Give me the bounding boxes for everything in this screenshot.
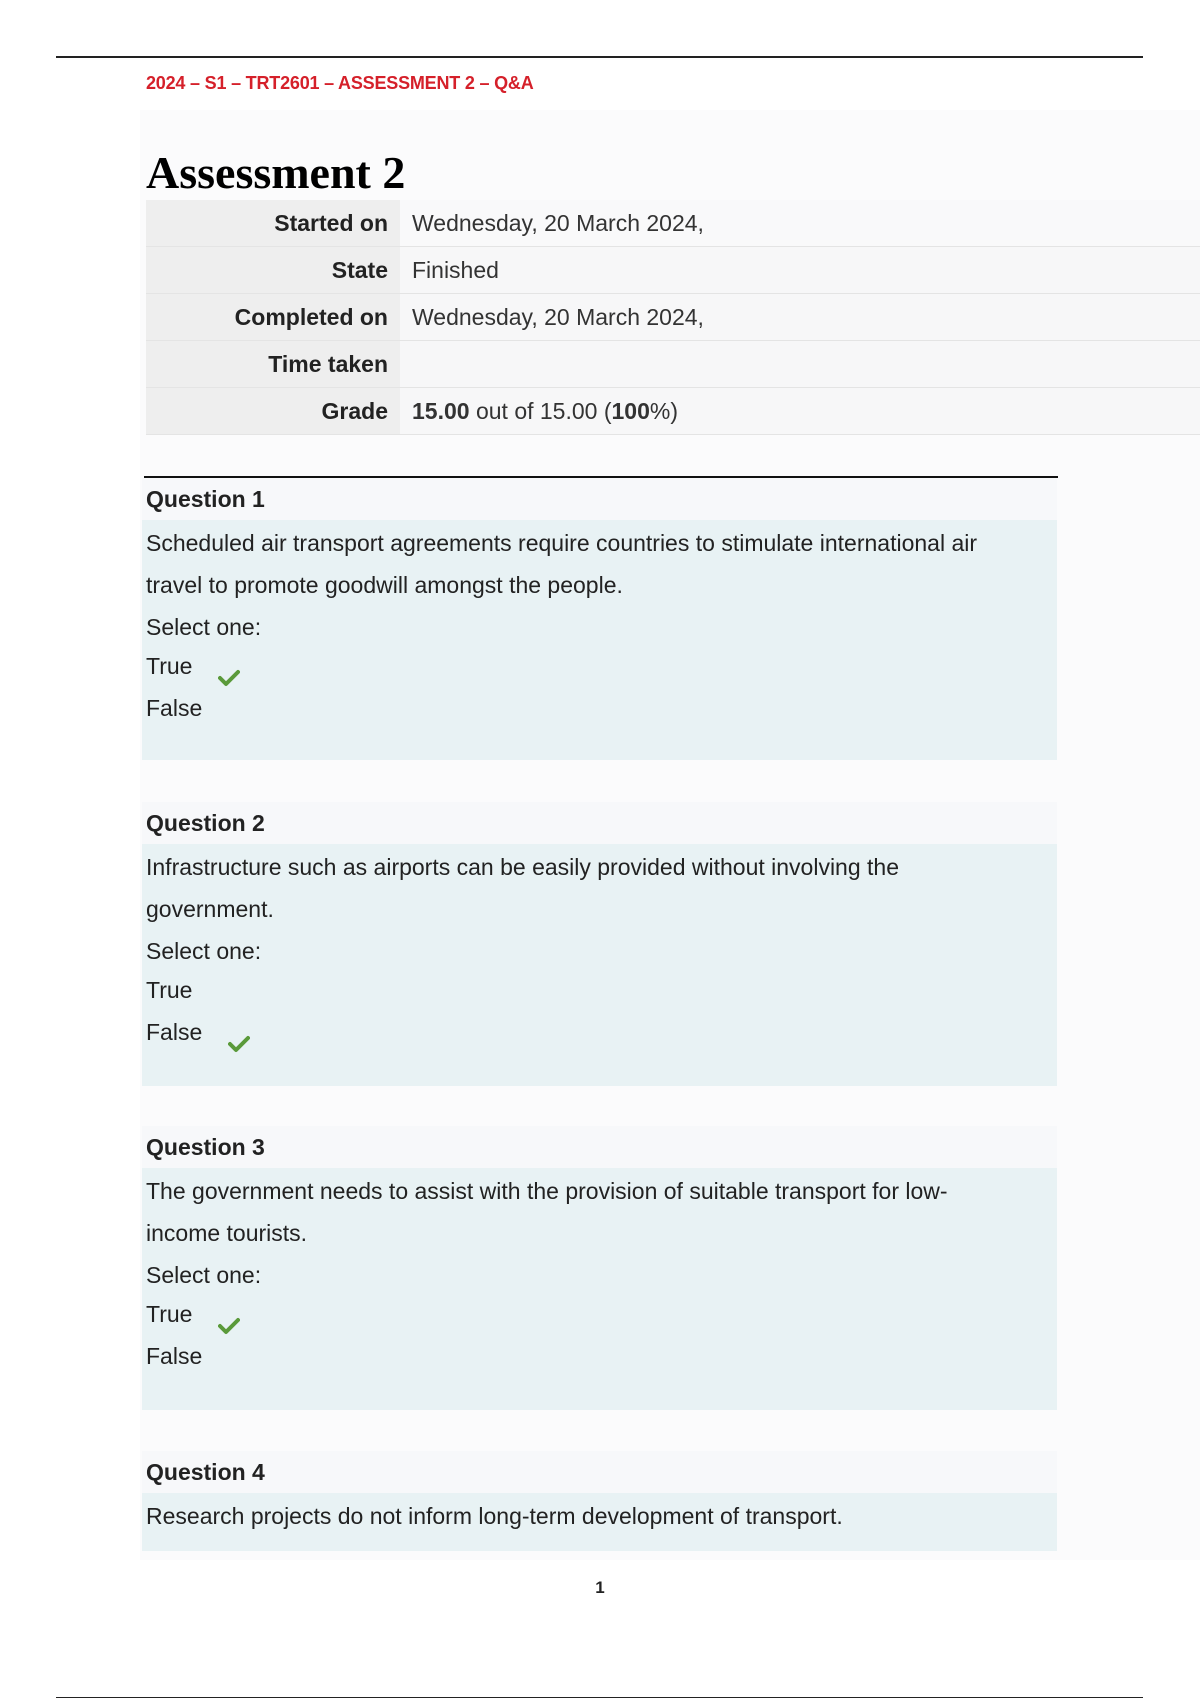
question-block-3 — [142, 1126, 1057, 1410]
summary-row-grade — [146, 388, 1200, 435]
select-one-label: Select one: — [146, 614, 262, 640]
grade-score: 15.00 — [412, 397, 470, 424]
question-body — [142, 1493, 1057, 1551]
summary-row-state — [146, 247, 1200, 294]
page-title: Assessment 2 — [146, 147, 406, 198]
option-true[interactable] — [142, 969, 1057, 1011]
question-label: Question 2 — [146, 810, 265, 836]
question-text: Research projects do not inform long-term development of transport. — [146, 1503, 843, 1529]
question-body — [142, 520, 1057, 760]
select-one-label: Select one: — [146, 938, 262, 964]
check-icon — [228, 1024, 250, 1066]
summary-value — [400, 341, 1200, 388]
question-header — [142, 478, 1057, 520]
option-label: True — [146, 653, 193, 679]
question-label: Question 4 — [146, 1459, 265, 1485]
summary-value: Wednesday, 20 March 2024, — [400, 200, 1200, 247]
question-label: Question 1 — [146, 486, 265, 512]
summary-row-completed — [146, 294, 1200, 341]
option-false[interactable] — [142, 1335, 1057, 1377]
attempt-summary-table — [146, 200, 1200, 435]
question-label: Question 3 — [146, 1134, 265, 1160]
question-header — [142, 1451, 1057, 1493]
question-block-4 — [142, 1451, 1057, 1551]
summary-value: Finished — [400, 247, 1200, 294]
bottom-rule — [56, 1697, 1143, 1698]
grade-pct-suffix: %) — [649, 397, 678, 424]
question-block-1 — [142, 478, 1057, 760]
grade-percent: 100 — [611, 397, 650, 424]
summary-label: Time taken — [146, 341, 400, 388]
document-header: 2024 – S1 – TRT2601 – ASSESSMENT 2 – Q&A — [146, 73, 534, 93]
grade-value — [400, 388, 1200, 435]
summary-label: Started on — [146, 200, 400, 247]
question-header — [142, 802, 1057, 844]
option-label: False — [146, 695, 203, 721]
option-label: False — [146, 1343, 203, 1369]
option-false[interactable] — [142, 1011, 1057, 1053]
summary-row-started — [146, 200, 1200, 247]
option-true[interactable] — [142, 645, 1057, 687]
select-one-label: Select one: — [146, 1262, 262, 1288]
question-body — [142, 844, 1057, 1086]
summary-label: Grade — [146, 388, 400, 435]
question-header — [142, 1126, 1057, 1168]
option-false[interactable] — [142, 687, 1057, 729]
grade-out-of: out of 15.00 ( — [469, 397, 612, 424]
option-true[interactable] — [142, 1293, 1057, 1335]
option-label: False — [146, 1019, 203, 1045]
question-text: Infrastructure such as airports can be easily provided without involving the government. — [146, 854, 900, 922]
option-label: True — [146, 1301, 193, 1327]
option-label: True — [146, 977, 193, 1003]
top-rule — [56, 56, 1143, 58]
page-number: 1 — [595, 1578, 605, 1597]
question-block-2 — [142, 802, 1057, 1086]
question-text: Scheduled air transport agreements require countries to stimulate international air travel to promote goodwill amongst the people. — [146, 530, 977, 598]
summary-label: State — [146, 247, 400, 294]
question-body — [142, 1168, 1057, 1410]
summary-value: Wednesday, 20 March 2024, — [400, 294, 1200, 341]
question-text: The government needs to assist with the provision of suitable transport for low-income tourists. — [146, 1178, 948, 1246]
summary-label: Completed on — [146, 294, 400, 341]
summary-row-time-taken — [146, 341, 1200, 388]
